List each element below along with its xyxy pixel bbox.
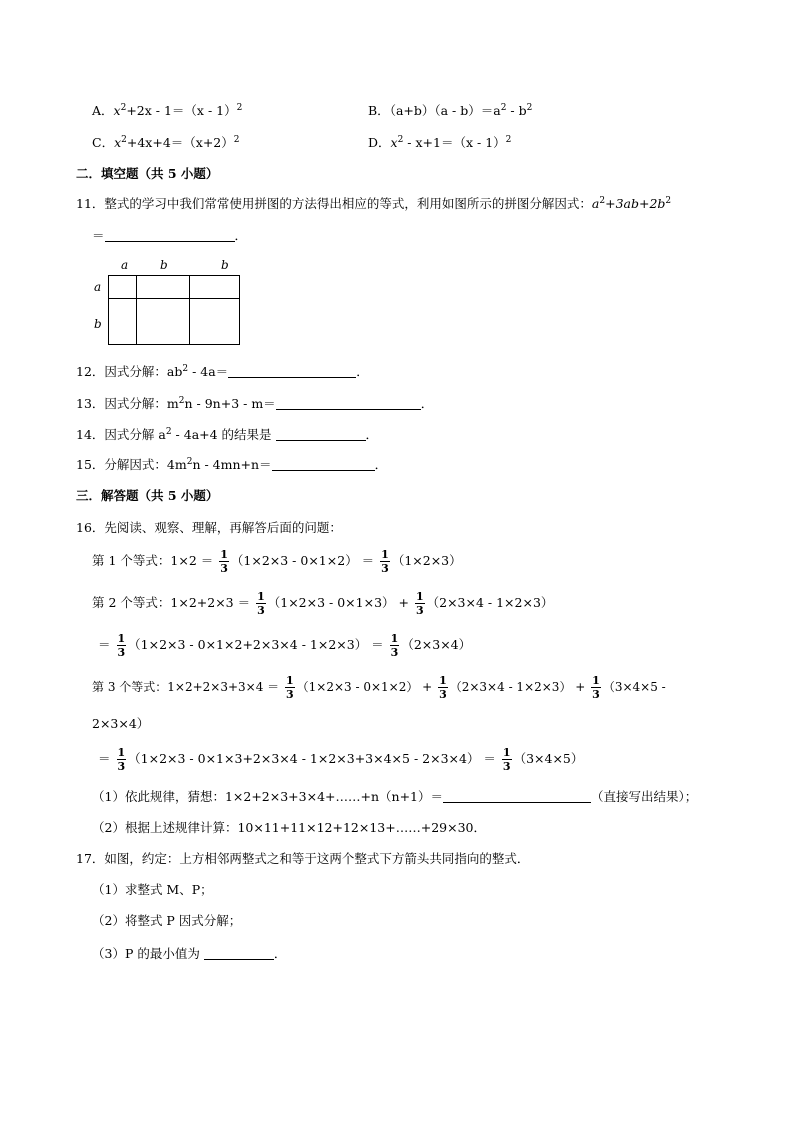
q17-intro: 17．如图，约定：上方相邻两整式之和等于这两个整式下方箭头共同指向的整式． xyxy=(76,851,530,866)
section-answer-title: 三．解答题（共 5 小题） xyxy=(76,488,219,503)
option-b: B．$(a+b)(a - b)=a^2 - b^2$ xyxy=(368,103,533,118)
q11-tiling-figure xyxy=(88,258,258,350)
fraction-one-third: $\frac{1}{3}$ xyxy=(415,590,424,617)
fraction-one-third: $\frac{1}{3}$ xyxy=(286,674,294,701)
q11-blank[interactable] xyxy=(105,229,235,242)
q16-eq1: 第 1 个等式：1×2 ＝ $\frac{1}{3}$ （1×2×3 - 0×1×2） ＝ $\frac{1}{3}$ （1×2×3） xyxy=(92,548,462,575)
q16-eq2-cont: ＝ $\frac{1}{3}$ （1×2×3 - 0×1×2+2×3×4 - 1×2×3） ＝ $\frac{1}{3}$ （2×3×4） xyxy=(98,632,472,659)
fraction-one-third: $\frac{1}{3}$ xyxy=(381,548,389,575)
fraction-one-third: $\frac{1}{3}$ xyxy=(592,674,600,701)
q16-intro: 16．先阅读、观察、理解，再解答后面的问题： xyxy=(76,520,342,535)
q12-blank[interactable] xyxy=(228,365,356,378)
q16-eq3-cont: ＝ $\frac{1}{3}$ （1×2×3 - 0×1×3+2×3×4 - 1×2×3+3×4×5 - 2×3×4） ＝ $\frac{1}{3}$ （3×4×5） xyxy=(98,746,584,773)
option-a: A．$x^2+2x - 1=(x - 1)^2$ xyxy=(92,103,243,118)
fig-left-label-b: b xyxy=(94,317,102,331)
q17-part2: （2）将整式 P 因式分解； xyxy=(92,913,242,928)
q16-part2: （2）根据上述规律计算：10×11+11×12+12×13+……+29×30． xyxy=(92,820,486,835)
fig-divider-1 xyxy=(136,275,137,345)
fraction-one-third: $\frac{1}{3}$ xyxy=(439,674,447,701)
q13: 13．因式分解：$m^2n - 9n+3 - m=$ ． xyxy=(76,396,434,411)
q15: 15．分解因式：$4m^2n - 4mn+n=$ ． xyxy=(76,457,388,472)
q16-part1-blank[interactable] xyxy=(443,790,591,803)
q16-eq3: 第 3 个等式：1×2+2×3+3×4 ＝ $\frac{1}{3}$ （1×2×3 - 0×1×2） + $\frac{1}{3}$ （2×3×4 - 1×2×3） + $\frac{1}{3}$ （3×4×5 - xyxy=(92,674,666,701)
q13-blank[interactable] xyxy=(276,397,421,410)
section-fill-in-title: 二．填空题（共 5 小题） xyxy=(76,166,219,181)
q16-part1: （1）依此规律，猜想：1×2+2×3+3×4+……+n（n+1）＝ （直接写出结果）； xyxy=(92,789,698,804)
fraction-one-third: $\frac{1}{3}$ xyxy=(220,548,228,575)
fraction-one-third: $\frac{1}{3}$ xyxy=(502,746,511,773)
fig-top-label-b1: b xyxy=(160,258,168,272)
fig-divider-h xyxy=(108,298,240,299)
q14: 14．因式分解 $a^2 - 4a+4$ 的结果是 ． xyxy=(76,427,379,442)
fig-left-label-a: a xyxy=(94,280,102,294)
fig-outer-rect xyxy=(108,275,240,345)
fig-top-label-a: a xyxy=(121,258,129,272)
q17-part3-blank[interactable] xyxy=(204,947,274,960)
fraction-one-third: $\frac{1}{3}$ xyxy=(117,632,126,659)
option-d: D．$x^2 - x+1=(x - 1)^2$ xyxy=(368,135,512,150)
fraction-one-third: $\frac{1}{3}$ xyxy=(117,746,126,773)
q15-blank[interactable] xyxy=(272,458,375,471)
q11-text: 11．整式的学习中我们常常使用拼图的方法得出相应的等式，利用如图所示的拼图分解因式：$a^2+3ab+2b^2$ xyxy=(76,196,672,211)
q16-eq2: 第 2 个等式：1×2+2×3 ＝ $\frac{1}{3}$ （1×2×3 - 0×1×3） + $\frac{1}{3}$ （2×3×4 - 1×2×3） xyxy=(92,590,554,617)
fraction-one-third: $\frac{1}{3}$ xyxy=(390,632,399,659)
fraction-one-third: $\frac{1}{3}$ xyxy=(257,590,265,617)
q17-part3: （3）P 的最小值为 ． xyxy=(92,946,287,961)
q12: 12．因式分解：$ab^2 - 4a=$ ． xyxy=(76,364,369,379)
q11-answer-line: ＝ ． xyxy=(92,228,248,243)
option-c: C．$x^2+4x+4=(x+2)^2$ xyxy=(92,135,240,150)
q14-blank[interactable] xyxy=(276,428,366,441)
fig-divider-2 xyxy=(189,275,190,345)
q16-eq3-wrap: 2×3×4） xyxy=(92,716,150,731)
fig-top-label-b2: b xyxy=(221,258,229,272)
q17-part1: （1）求整式 M、P； xyxy=(92,882,213,897)
